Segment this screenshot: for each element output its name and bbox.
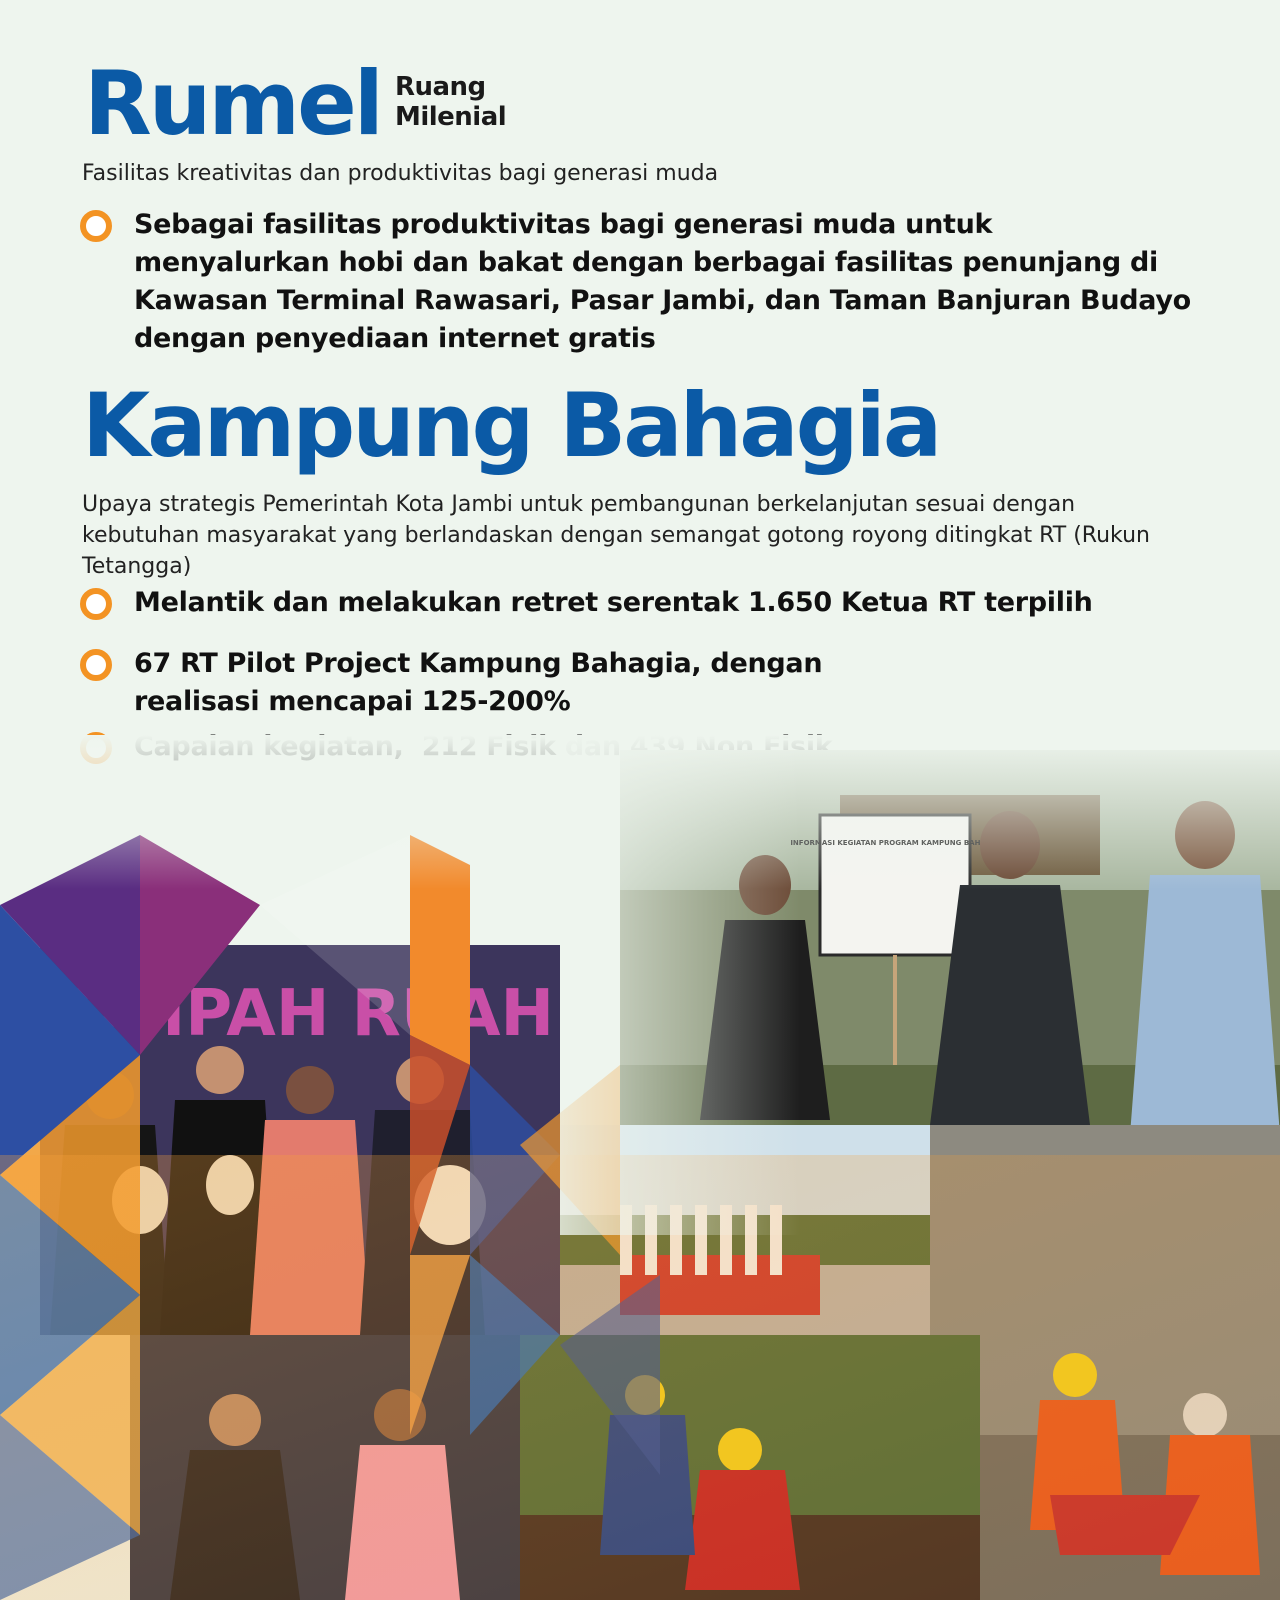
rumel-bullet-text-1: Sebagai fasilitas produktivitas bagi generasi muda untuk menyalurkan hobi dan bakat dengan berbagai fasilitas penunjang di Kawasan Terminal Rawasari, Pasar Jambi, dan Taman Banjuran Budayo dengan penyediaan internet gratis — [134, 209, 1191, 354]
kampung-bullet-1 — [80, 584, 1194, 622]
rumel-title-small-line1: Ruang — [394, 72, 486, 102]
rumel-title-small-line2: Milenial — [394, 102, 507, 132]
kampung-bullet-text-2: 67 RT Pilot Project Kampung Bahagia, dengan realisasi mencapai 125-200% — [134, 648, 823, 717]
rumel-logo — [84, 52, 507, 155]
kampung-bahagia-subtitle: Upaya strategis Pemerintah Kota Jambi untuk pembangunan berkelanjutan sesuai dengan kebutuhan masyarakat yang berlandaskan dengan semangat gotong royong ditingkat RT (Rukun Tetangga) — [82, 492, 1150, 579]
bullet-circle-icon — [80, 588, 112, 620]
rumel-title: Rumel — [84, 52, 381, 155]
rumel-subtitle: Fasilitas kreativitas dan produktivitas bagi generasi muda — [82, 161, 719, 186]
bullet-circle-icon — [80, 210, 112, 242]
kampung-bullet-2 — [80, 645, 944, 721]
photo-collage — [0, 735, 1280, 1600]
rumel-title-small — [395, 72, 506, 132]
rumel-bullet-1 — [80, 206, 1194, 358]
kampung-bullet-text-1: Melantik dan melakukan retret serentak 1.650 Ketua RT terpilih — [134, 587, 1093, 618]
bullet-circle-icon — [80, 649, 112, 681]
kampung-bahagia-title: Kampung Bahagia — [82, 374, 940, 477]
